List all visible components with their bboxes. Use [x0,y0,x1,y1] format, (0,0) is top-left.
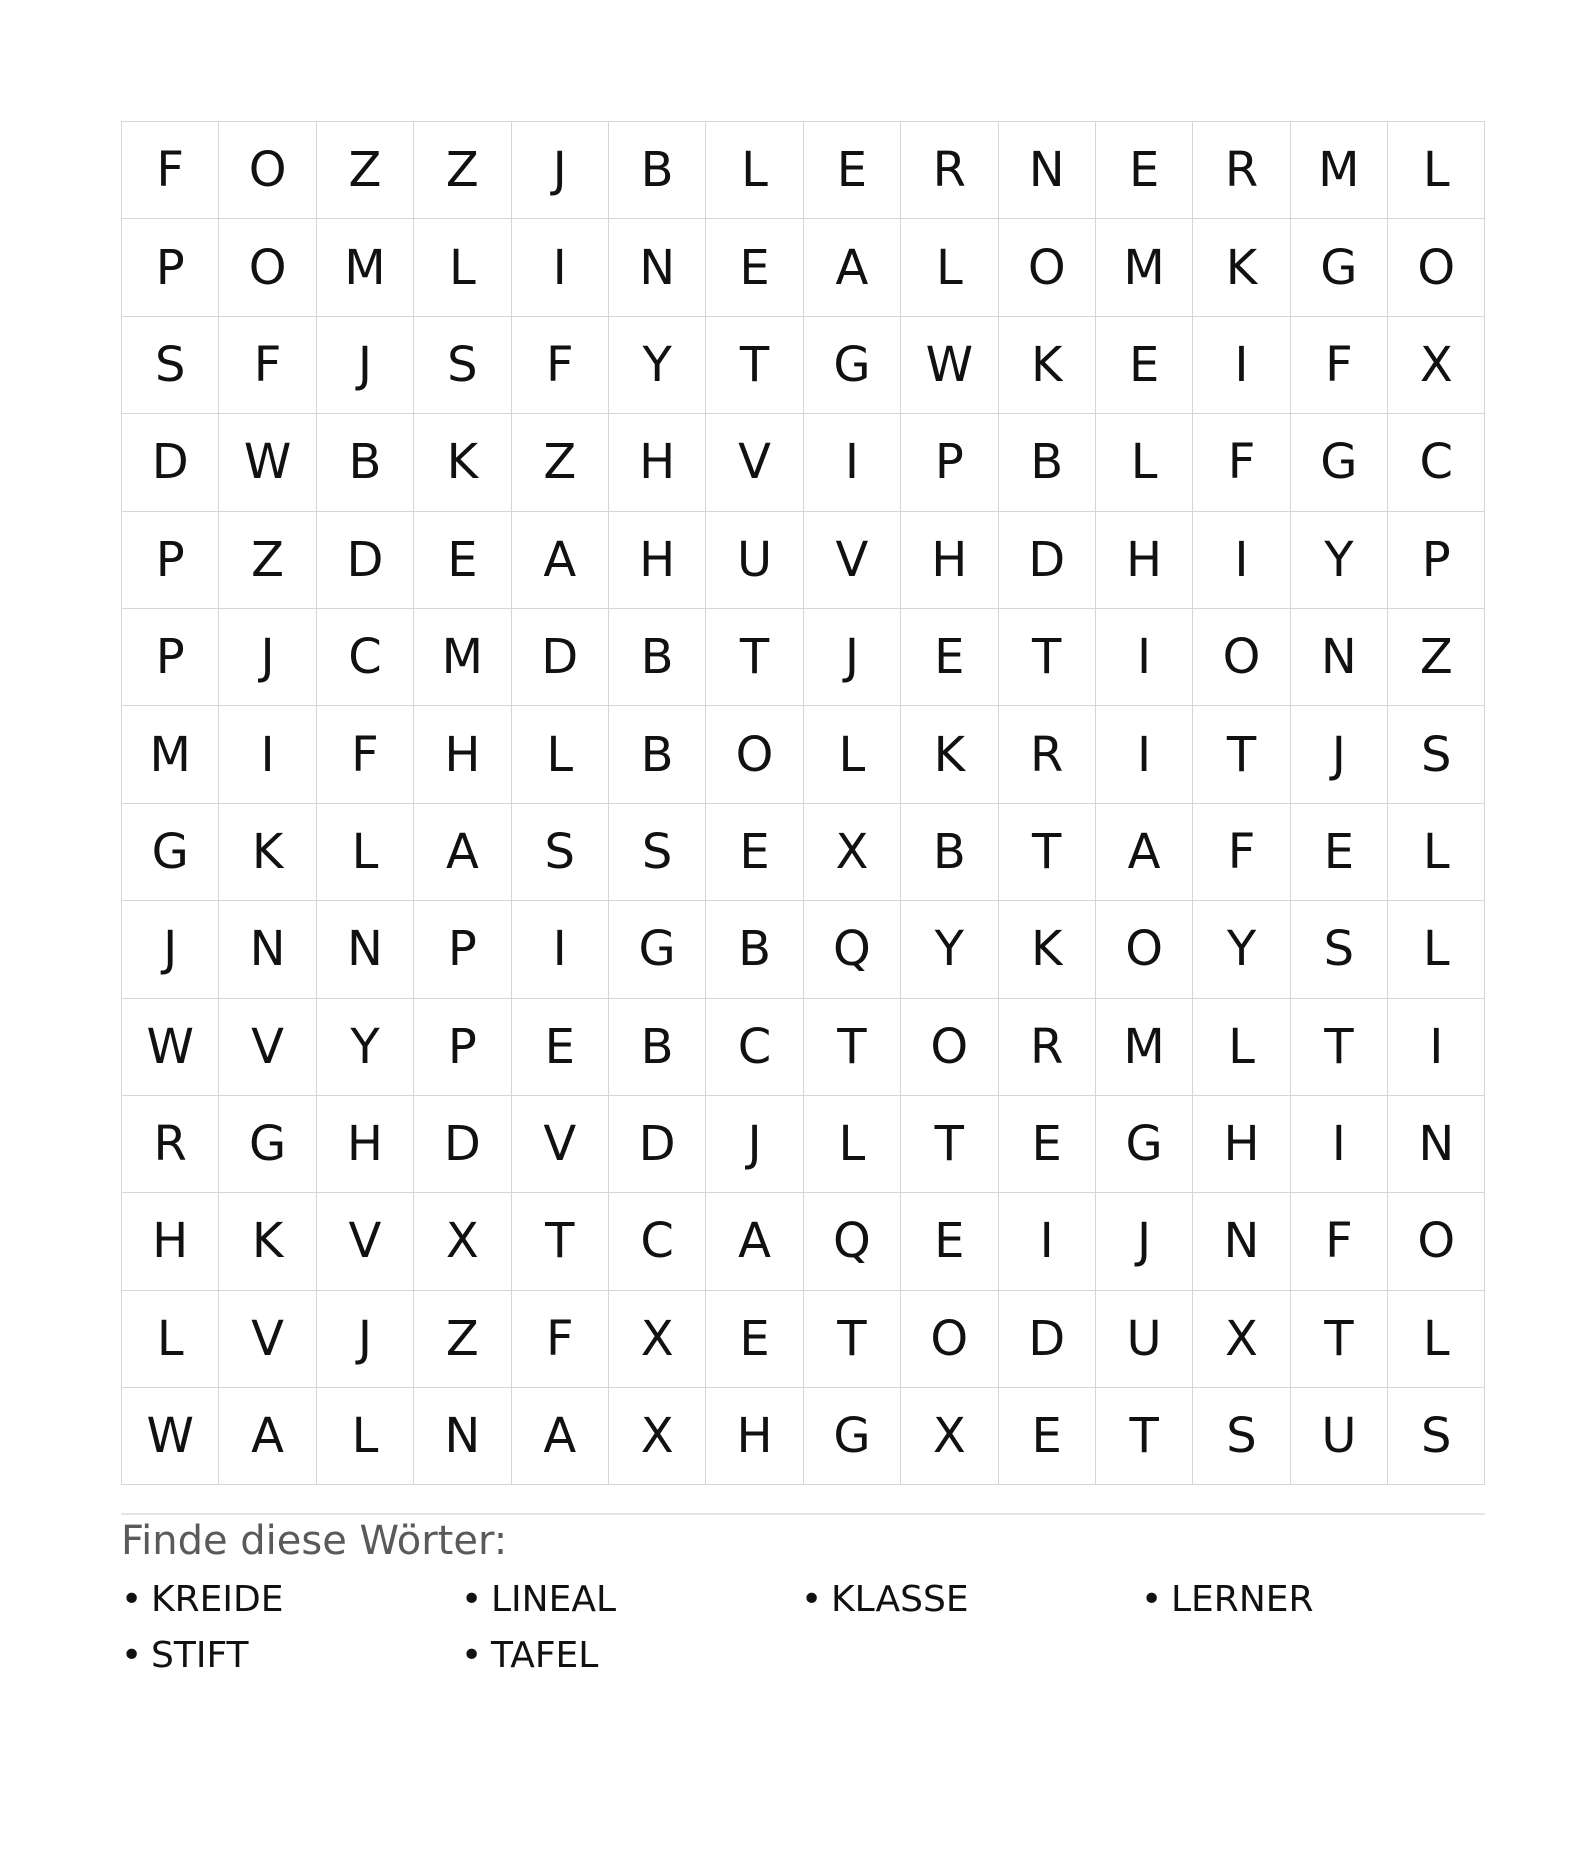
grid-cell[interactable]: O [219,122,316,219]
grid-cell[interactable]: G [1096,1096,1193,1193]
grid-cell[interactable]: L [804,706,901,803]
grid-cell[interactable]: G [609,901,706,998]
grid-cell[interactable]: S [1388,1388,1485,1485]
grid-cell[interactable]: L [512,706,609,803]
grid-cell[interactable]: T [706,317,803,414]
grid-cell[interactable]: V [706,414,803,511]
grid-cell[interactable]: R [901,122,998,219]
grid-cell[interactable]: T [901,1096,998,1193]
grid-cell[interactable]: E [706,1291,803,1388]
grid-cell[interactable]: O [1388,219,1485,316]
grid-cell[interactable]: F [1193,414,1290,511]
grid-cell[interactable]: E [901,1193,998,1290]
grid-cell[interactable]: B [999,414,1096,511]
word-list-item [121,1577,461,1623]
grid-cell[interactable]: E [512,999,609,1096]
grid-cell[interactable]: L [804,1096,901,1193]
grid-cell[interactable]: N [1291,609,1388,706]
grid-cell[interactable]: X [901,1388,998,1485]
grid-cell[interactable]: Y [609,317,706,414]
grid-cell[interactable]: T [1096,1388,1193,1485]
grid-cell[interactable]: H [901,512,998,609]
grid-cell[interactable]: T [1291,1291,1388,1388]
grid-cell[interactable]: I [999,1193,1096,1290]
grid-cell[interactable]: I [1193,512,1290,609]
grid-cell[interactable]: E [901,609,998,706]
grid-cell[interactable]: L [1388,804,1485,901]
grid-cell[interactable]: K [219,1193,316,1290]
grid-cell[interactable]: V [219,1291,316,1388]
grid-cell[interactable]: M [317,219,414,316]
grid-cell[interactable]: F [317,706,414,803]
grid-cell[interactable]: Y [1193,901,1290,998]
grid-cell[interactable]: I [1096,609,1193,706]
grid-cell[interactable]: J [317,1291,414,1388]
grid-cell[interactable]: E [1096,317,1193,414]
bullet-icon: • [121,1579,143,1621]
grid-cell[interactable]: E [1096,122,1193,219]
bullet-icon: • [121,1635,143,1677]
word-list-item [1141,1577,1481,1623]
grid-cell[interactable]: D [999,512,1096,609]
grid-cell[interactable]: T [1193,706,1290,803]
grid-cell[interactable]: E [999,1388,1096,1485]
grid-cell[interactable]: A [1096,804,1193,901]
grid-cell[interactable]: I [1291,1096,1388,1193]
grid-cell[interactable]: H [1193,1096,1290,1193]
grid-cell[interactable]: K [999,317,1096,414]
grid-cell[interactable]: S [609,804,706,901]
grid-cell[interactable]: G [219,1096,316,1193]
grid-cell[interactable]: A [804,219,901,316]
grid-cell[interactable]: Y [317,999,414,1096]
grid-cell[interactable]: L [901,219,998,316]
grid-cell[interactable]: A [706,1193,803,1290]
grid-cell[interactable]: Z [317,122,414,219]
grid-cell[interactable]: Z [512,414,609,511]
grid-cell[interactable]: G [1291,219,1388,316]
grid-cell[interactable]: P [414,999,511,1096]
grid-cell[interactable]: Y [1291,512,1388,609]
grid-cell[interactable]: K [414,414,511,511]
grid-cell[interactable]: C [317,609,414,706]
grid-cell[interactable]: U [1096,1291,1193,1388]
grid-cell[interactable]: V [804,512,901,609]
grid-cell[interactable]: P [414,901,511,998]
grid-cell[interactable]: G [804,317,901,414]
grid-cell[interactable]: F [122,122,219,219]
grid-cell[interactable]: L [706,122,803,219]
word-label: KLASSE [831,1579,969,1621]
grid-cell[interactable]: X [1193,1291,1290,1388]
grid-cell[interactable]: G [804,1388,901,1485]
grid-cell[interactable]: G [1291,414,1388,511]
grid-cell[interactable]: V [219,999,316,1096]
grid-cell[interactable]: W [122,1388,219,1485]
grid-cell[interactable]: H [414,706,511,803]
word-label: STIFT [151,1635,249,1677]
word-label: KREIDE [151,1579,284,1621]
grid-cell[interactable]: B [609,999,706,1096]
grid-cell[interactable]: P [122,512,219,609]
grid-cell[interactable]: Z [414,122,511,219]
grid-cell[interactable]: I [219,706,316,803]
grid-cell[interactable]: O [901,999,998,1096]
grid-cell[interactable]: N [609,219,706,316]
grid-cell[interactable]: I [1193,317,1290,414]
grid-cell[interactable]: C [609,1193,706,1290]
grid-cell[interactable]: X [804,804,901,901]
grid-cell[interactable]: L [1193,999,1290,1096]
grid-cell[interactable]: C [1388,414,1485,511]
grid-cell[interactable]: A [414,804,511,901]
grid-cell[interactable]: N [317,901,414,998]
grid-cell[interactable]: E [1291,804,1388,901]
grid-cell[interactable]: N [999,122,1096,219]
grid-cell[interactable]: R [122,1096,219,1193]
bullet-icon: • [801,1579,823,1621]
grid-cell[interactable]: Y [901,901,998,998]
grid-cell[interactable]: S [414,317,511,414]
divider [121,1513,1485,1515]
bullet-icon: • [461,1635,483,1677]
grid-cell[interactable]: U [1291,1388,1388,1485]
grid-cell[interactable]: J [122,901,219,998]
grid-cell[interactable]: R [1193,122,1290,219]
grid-cell[interactable]: F [1291,1193,1388,1290]
grid-cell[interactable]: K [1193,219,1290,316]
grid-cell[interactable]: E [414,512,511,609]
grid-cell[interactable]: Q [804,1193,901,1290]
grid-cell[interactable]: N [1193,1193,1290,1290]
grid-cell[interactable]: K [999,901,1096,998]
grid-cell[interactable]: I [804,414,901,511]
grid-cell[interactable]: O [1096,901,1193,998]
grid-cell[interactable]: B [706,901,803,998]
grid-cell[interactable]: H [122,1193,219,1290]
word-label: TAFEL [491,1635,599,1677]
grid-cell[interactable]: H [317,1096,414,1193]
grid-cell[interactable]: L [1096,414,1193,511]
grid-cell[interactable]: R [999,706,1096,803]
word-list-item [461,1577,801,1623]
grid-cell[interactable]: W [219,414,316,511]
grid-cell[interactable]: J [804,609,901,706]
grid-cell[interactable]: J [219,609,316,706]
grid-cell[interactable]: I [1388,999,1485,1096]
grid-cell[interactable]: M [1096,999,1193,1096]
grid-cell[interactable]: D [999,1291,1096,1388]
word-list-item [461,1633,801,1679]
letter-grid [121,121,1485,1485]
grid-cell[interactable]: F [1291,317,1388,414]
grid-cell[interactable]: T [512,1193,609,1290]
grid-cell[interactable]: B [609,609,706,706]
grid-cell[interactable]: K [901,706,998,803]
grid-cell[interactable]: P [901,414,998,511]
grid-cell[interactable]: T [706,609,803,706]
word-list-item [121,1633,461,1679]
grid-cell[interactable]: D [512,609,609,706]
word-label: LINEAL [491,1579,617,1621]
grid-cell[interactable]: S [1388,706,1485,803]
grid-cell[interactable]: I [1096,706,1193,803]
grid-cell[interactable]: T [999,609,1096,706]
grid-cell[interactable]: F [1193,804,1290,901]
grid-cell[interactable]: C [706,999,803,1096]
grid-cell[interactable]: A [219,1388,316,1485]
grid-cell[interactable]: O [1193,609,1290,706]
grid-cell[interactable]: B [609,122,706,219]
grid-cell[interactable]: E [706,804,803,901]
grid-cell[interactable]: G [122,804,219,901]
grid-cell[interactable]: E [999,1096,1096,1193]
grid-cell[interactable]: I [512,901,609,998]
grid-cell[interactable]: P [122,609,219,706]
grid-cell[interactable]: L [1388,122,1485,219]
grid-cell[interactable]: N [414,1388,511,1485]
grid-cell[interactable]: H [1096,512,1193,609]
grid-cell[interactable]: J [1096,1193,1193,1290]
grid-cell[interactable]: Q [804,901,901,998]
grid-cell[interactable]: L [414,219,511,316]
grid-cell[interactable]: D [414,1096,511,1193]
grid-cell[interactable]: H [706,1388,803,1485]
grid-cell[interactable]: V [317,1193,414,1290]
grid-cell[interactable]: X [414,1193,511,1290]
grid-cell[interactable]: E [804,122,901,219]
grid-cell[interactable]: A [512,1388,609,1485]
grid-cell[interactable]: D [609,1096,706,1193]
grid-cell[interactable]: Z [414,1291,511,1388]
grid-cell[interactable]: P [1388,512,1485,609]
grid-cell[interactable]: B [901,804,998,901]
grid-cell[interactable]: R [999,999,1096,1096]
grid-cell[interactable]: U [706,512,803,609]
grid-cell[interactable]: H [609,414,706,511]
grid-cell[interactable]: J [512,122,609,219]
grid-cell[interactable]: S [1291,901,1388,998]
word-list-item [801,1577,1141,1623]
grid-cell[interactable]: P [122,219,219,316]
word-label: LERNER [1171,1579,1314,1621]
grid-cell[interactable]: B [317,414,414,511]
grid-cell[interactable]: T [1291,999,1388,1096]
grid-cell[interactable]: J [706,1096,803,1193]
grid-cell[interactable]: N [1388,1096,1485,1193]
grid-cell[interactable]: X [609,1388,706,1485]
grid-cell[interactable]: M [1291,122,1388,219]
grid-cell[interactable]: O [706,706,803,803]
grid-cell[interactable]: L [317,1388,414,1485]
grid-cell[interactable]: F [512,1291,609,1388]
grid-cell[interactable]: H [609,512,706,609]
grid-cell[interactable]: L [1388,1291,1485,1388]
grid-cell[interactable]: V [512,1096,609,1193]
bullet-icon: • [461,1579,483,1621]
grid-cell[interactable]: W [122,999,219,1096]
grid-cell[interactable]: T [804,1291,901,1388]
grid-cell[interactable]: Z [219,512,316,609]
grid-cell[interactable]: O [1388,1193,1485,1290]
grid-cell[interactable]: L [1388,901,1485,998]
bullet-icon: • [1141,1579,1163,1621]
grid-cell[interactable]: B [609,706,706,803]
grid-cell[interactable]: S [1193,1388,1290,1485]
grid-cell[interactable]: J [317,317,414,414]
word-list [121,1577,1485,1679]
grid-cell[interactable]: W [901,317,998,414]
grid-cell[interactable]: T [804,999,901,1096]
grid-cell[interactable]: O [219,219,316,316]
grid-cell[interactable]: S [122,317,219,414]
grid-cell[interactable]: M [414,609,511,706]
grid-cell[interactable]: M [122,706,219,803]
grid-cell[interactable]: Z [1388,609,1485,706]
grid-cell[interactable]: O [901,1291,998,1388]
grid-cell[interactable]: I [512,219,609,316]
grid-cell[interactable]: E [706,219,803,316]
grid-cell[interactable]: X [1388,317,1485,414]
grid-cell[interactable]: M [1096,219,1193,316]
grid-cell[interactable]: J [1291,706,1388,803]
word-search-puzzle [121,121,1485,1679]
grid-cell[interactable]: A [512,512,609,609]
grid-cell[interactable]: K [219,804,316,901]
grid-cell[interactable]: F [219,317,316,414]
grid-cell[interactable]: L [122,1291,219,1388]
grid-cell[interactable]: L [317,804,414,901]
word-list-title: Finde diese Wörter: [121,1518,508,1565]
grid-cell[interactable]: N [219,901,316,998]
grid-cell[interactable]: D [122,414,219,511]
grid-cell[interactable]: D [317,512,414,609]
grid-cell[interactable]: S [512,804,609,901]
grid-cell[interactable]: F [512,317,609,414]
grid-cell[interactable]: O [999,219,1096,316]
grid-cell[interactable]: X [609,1291,706,1388]
grid-cell[interactable]: T [999,804,1096,901]
